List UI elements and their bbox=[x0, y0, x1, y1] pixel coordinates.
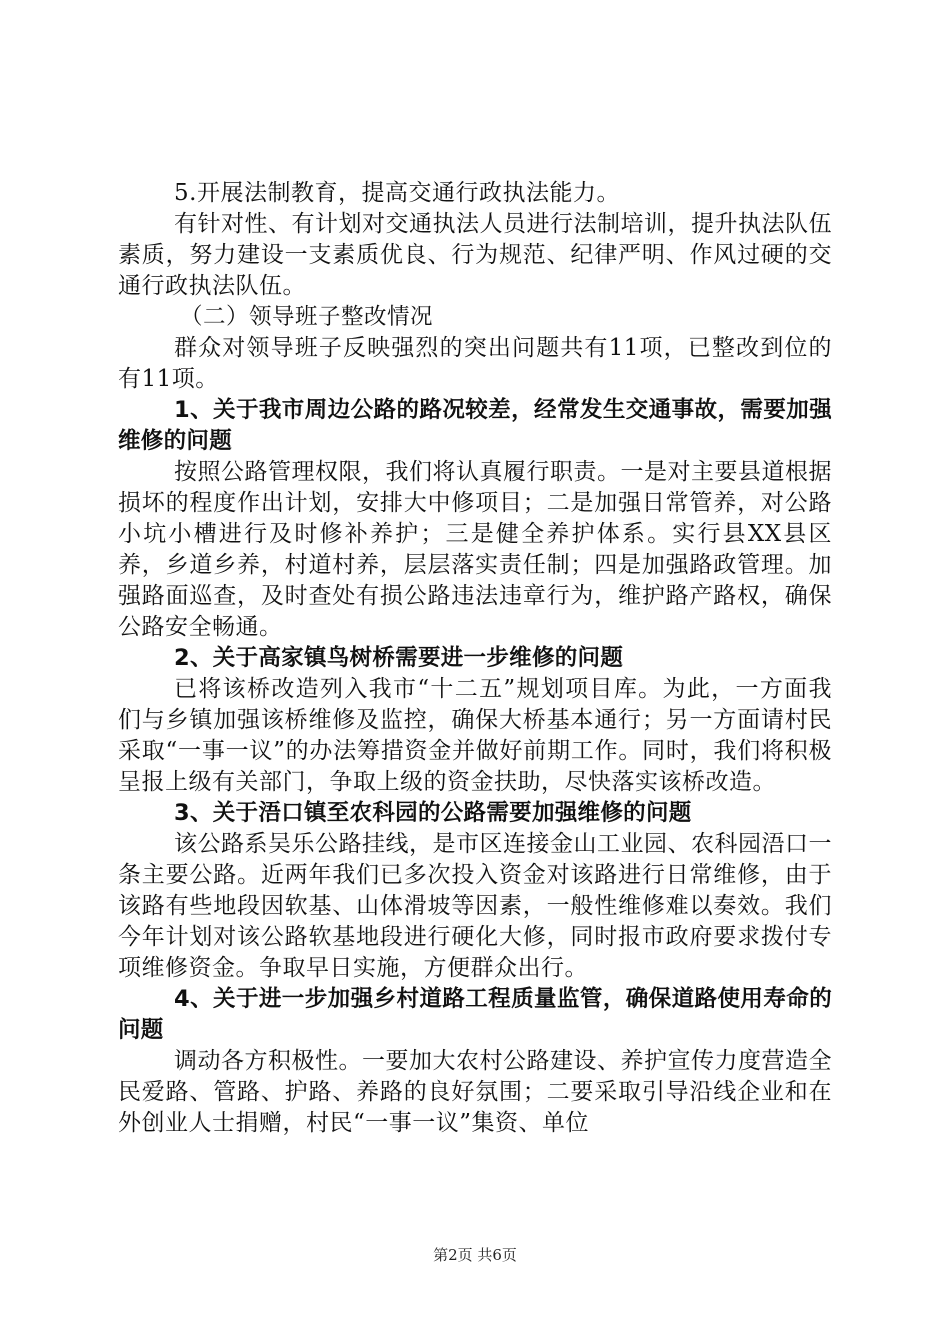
page-number-footer: 第2页 共6页 bbox=[433, 1246, 517, 1264]
issue-heading-1: 1、关于我市周边公路的路况较差，经常发生交通事故，需要加强维修的问题 bbox=[118, 397, 832, 454]
section-heading-leadership-rectification: （二）领导班子整改情况 bbox=[180, 304, 434, 330]
document-body bbox=[118, 178, 832, 1139]
issue-heading-3: 3、关于浯口镇至农科园的公路需要加强维修的问题 bbox=[174, 800, 692, 826]
paragraph-issue-1: 按照公路管理权限，我们将认真履行职责。一是对主要县道根据损坏的程度作出计划，安排大中修项目；二是加强日常管养，对公路小坑小槽进行及时修补养护；三是健全养护体系。实行县XX县区养，乡道乡养，村道村养，层层落实责任制；四是加强路政管理。加强路面巡查，及时查处有损公路违法违章行为，维护路产路权，确保公路安全畅通。 bbox=[118, 459, 832, 640]
paragraph-issue-2: 已将该桥改造列入我市“十二五”规划项目库。为此，一方面我们与乡镇加强该桥维修及监控，确保大桥基本通行；另一方面请村民采取“一事一议”的办法筹措资金并做好前期工作。同时，我们将积极呈报上级有关部门，争取上级的资金扶助，尽快落实该桥改造。 bbox=[118, 676, 832, 795]
paragraph-issue-4: 调动各方积极性。一要加大农村公路建设、养护宣传力度营造全民爱路、管路、护路、养路的良好氛围；二要采取引导沿线企业和在外创业人士捐赠，村民“一事一议”集资、单位 bbox=[118, 1048, 832, 1136]
paragraph-issues-summary: 群众对领导班子反映强烈的突出问题共有11项，已整改到位的有11项。 bbox=[118, 335, 832, 392]
paragraph-issue-3: 该公路系吴乐公路挂线，是市区连接金山工业园、农科园浯口一条主要公路。近两年我们已多次投入资金对该路进行日常维修，由于该路有些地段因软基、山体滑坡等因素，一般性维修难以奏效。我们今年计划对该公路软基地段进行硬化大修，同时报市政府要求拨付专项维修资金。争取早日实施，方便群众出行。 bbox=[118, 831, 832, 981]
section-heading-legal-education: 5.开展法制教育，提高交通行政执法能力。 bbox=[174, 180, 620, 206]
paragraph-legal-training: 有针对性、有计划对交通执法人员进行法制培训，提升执法队伍素质，努力建设一支素质优良、行为规范、纪律严明、作风过硬的交通行政执法队伍。 bbox=[118, 211, 832, 299]
issue-heading-4: 4、关于进一步加强乡村道路工程质量监管，确保道路使用寿命的问题 bbox=[118, 986, 832, 1043]
issue-heading-2: 2、关于高家镇鸟树桥需要进一步维修的问题 bbox=[174, 645, 624, 671]
